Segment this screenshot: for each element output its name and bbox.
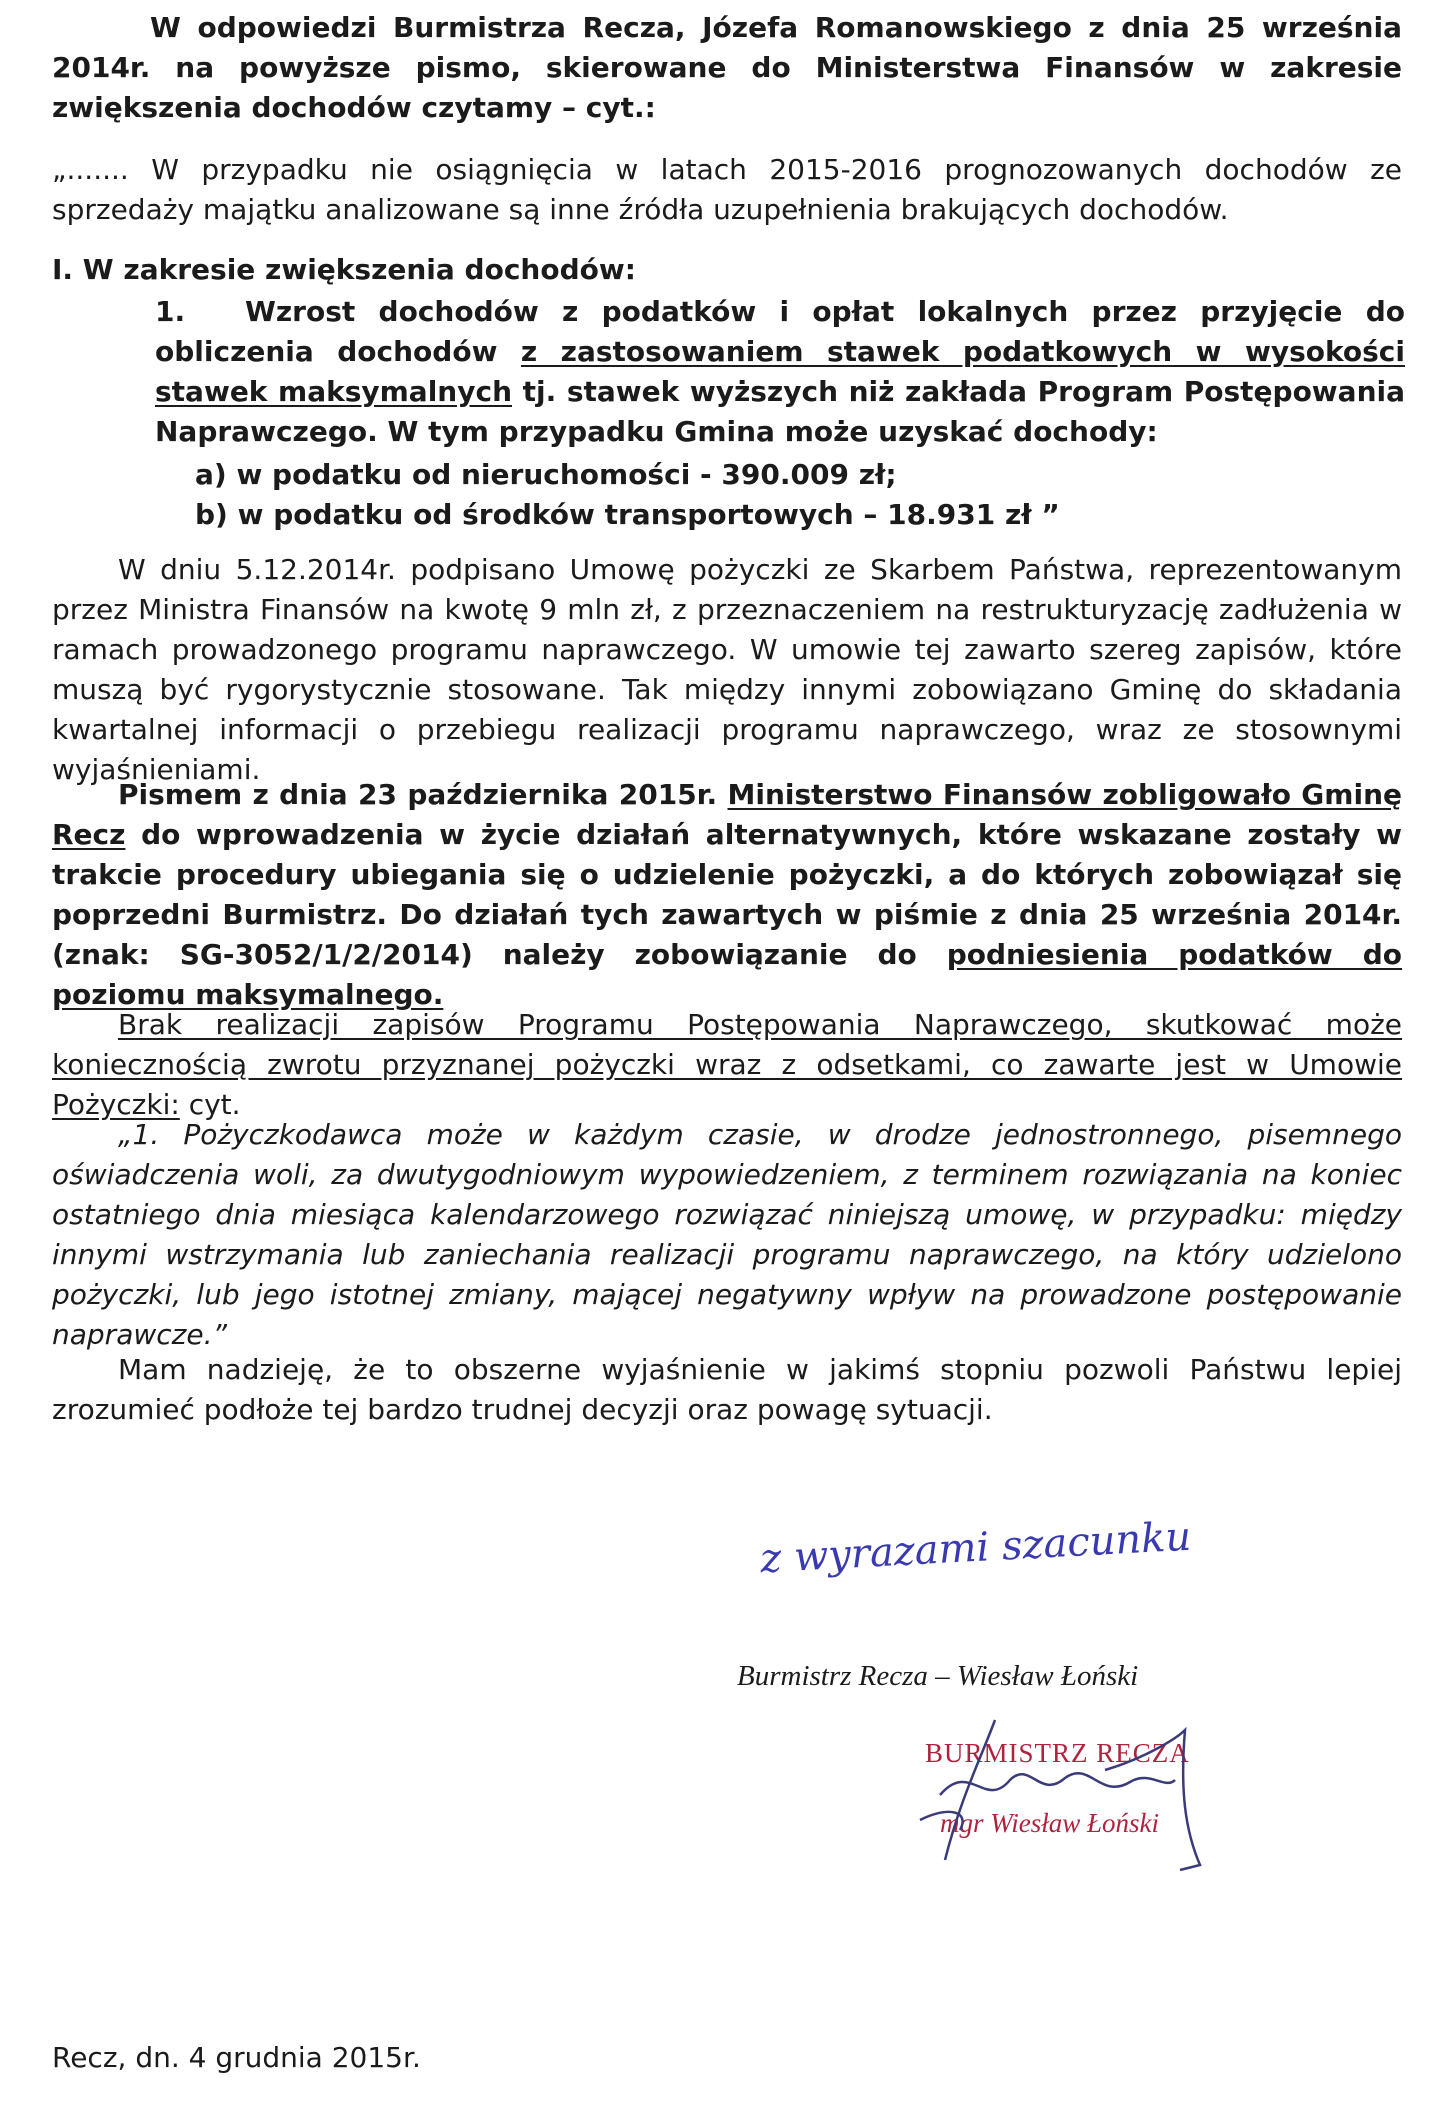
quote-sales-paragraph (52, 150, 1402, 230)
place-date-text: Recz, dn. 4 grudnia 2015r. (52, 2041, 421, 2074)
sub-item-a-text: a) w podatku od nieruchomości - 390.009 zł; (195, 458, 897, 491)
typed-signature-text: Burmistrz Recza – Wiesław Łoński (737, 1660, 1139, 1692)
item-text-underlined: z zastosowaniem stawek podatkowych w wysokości stawek maksymalnych (155, 335, 1405, 408)
ministry-text-b: do wprowadzenia w życie działań alternatywnych, które wskazane zostały w trakcie procedury ubiegania się o udzielenie pożyczki, a do których zobowiązał się poprzedni Burmistrz. Do działań tych zawartych w piśmie z dnia 25 września 2014r. (znak: SG-3052/1/2/2014) należy zobowiązanie do (52, 818, 1402, 971)
ministry-paragraph (52, 775, 1402, 1015)
sub-item-b (195, 495, 1060, 535)
consequence-text-b: cyt. (179, 1088, 241, 1121)
item-text-part-b: tj. stawek wyższych niż zakłada Program Postępowania Naprawczego. W tym przypadku Gmina może uzyskać dochody: (155, 375, 1405, 448)
place-date (52, 2038, 652, 2078)
item-text-part-a: Wzrost dochodów z podatków i opłat lokalnych przez przyjęcie do obliczenia dochodów (155, 295, 1405, 368)
section-heading (52, 250, 1402, 290)
handwritten-greeting-text: z wyrazami szacunku (759, 1513, 1193, 1583)
intro-text: W odpowiedzi Burmistrza Recza, Józefa Romanowskiego z dnia 25 września 2014r. na powyższe pismo, skierowane do Ministerstwa Finansów w zakresie zwiększenia dochodów czytamy – cyt.: (52, 11, 1402, 124)
section-item-1 (155, 292, 1405, 452)
consequence-text-underlined: Brak realizacji zapisów Programu Postępowania Naprawczego, skutkować może koniecznością zwrotu przyznanej pożyczki wraz z odsetkami, co zawarte jest w Umowie Pożyczki: (52, 1008, 1402, 1121)
sub-item-a (195, 455, 897, 495)
loan-text: W dniu 5.12.2014r. podpisano Umowę pożyczki ze Skarbem Państwa, reprezentowanym przez Ministra Finansów na kwotę 9 mln zł, z przeznaczeniem na restrukturyzację zadłużenia w ramach prowadzonego programu naprawczego. W umowie tej zawarto szereg zapisów, które muszą być rygorystycznie stosowane. Tak między innymi zobowiązano Gminę do składania kwartalnej informacji o przebiegu realizacji programu naprawczego, wraz ze stosownymi wyjaśnieniami. (52, 553, 1402, 786)
closing-text: Mam nadzieję, że to obszerne wyjaśnienie w jakimś stopniu pozwoli Państwu lepiej zrozumieć podłoże tej bardzo trudnej decyzji oraz powagę sytuacji. (52, 1353, 1402, 1426)
loan-paragraph (52, 550, 1402, 790)
handwritten-greeting (759, 1514, 1192, 1583)
quote-sales-text: „....... W przypadku nie osiągnięcia w latach 2015-2016 prognozowanych dochodów ze sprzedaży majątku analizowane są inne źródła uzupełnienia brakujących dochodów. (52, 153, 1402, 226)
stamp-name-text: mgr Wiesław Łoński (940, 1808, 1160, 1838)
typed-signature (737, 1660, 1138, 1693)
sub-item-b-text: b) w podatku od środków transportowych – 18.931 zł ” (195, 498, 1060, 531)
section-item-text (155, 292, 1405, 452)
item-number: 1. (155, 295, 186, 328)
contract-quote-paragraph (52, 1115, 1402, 1355)
section-heading-text: I. W zakresie zwiększenia dochodów: (52, 253, 636, 286)
consequence-paragraph (52, 1005, 1402, 1125)
ministry-text-underlined-2: podniesienia podatków do poziomu maksymalnego. (52, 938, 1403, 1011)
contract-quote-text: „1. Pożyczkodawca może w każdym czasie, w drodze jednostronnego, pisemnego oświadczenia woli, za dwutygodniowym wypowiedzeniem, z terminem rozwiązania na koniec ostatniego dnia miesiąca kalendarzowego rozwiązać niniejszą umowę, w przypadku: między innymi wstrzymania lub zaniechania realizacji programu naprawczego, na który udzielono pożyczki, lub jego istotnej zmiany, mającej negatywny wpływ na prowadzone postępowanie naprawcze.” (52, 1118, 1402, 1351)
stamp-title-text: BURMISTRZ RECZA (925, 1738, 1190, 1768)
ministry-text-underlined-1: Ministerstwo Finansów zobligowało Gminę Recz (52, 778, 1402, 851)
signature-scribble (900, 1700, 1220, 1880)
ministry-text-a: Pismem z dnia 23 października 2015r. (118, 778, 728, 811)
intro-paragraph (52, 8, 1402, 128)
closing-paragraph (52, 1350, 1402, 1430)
